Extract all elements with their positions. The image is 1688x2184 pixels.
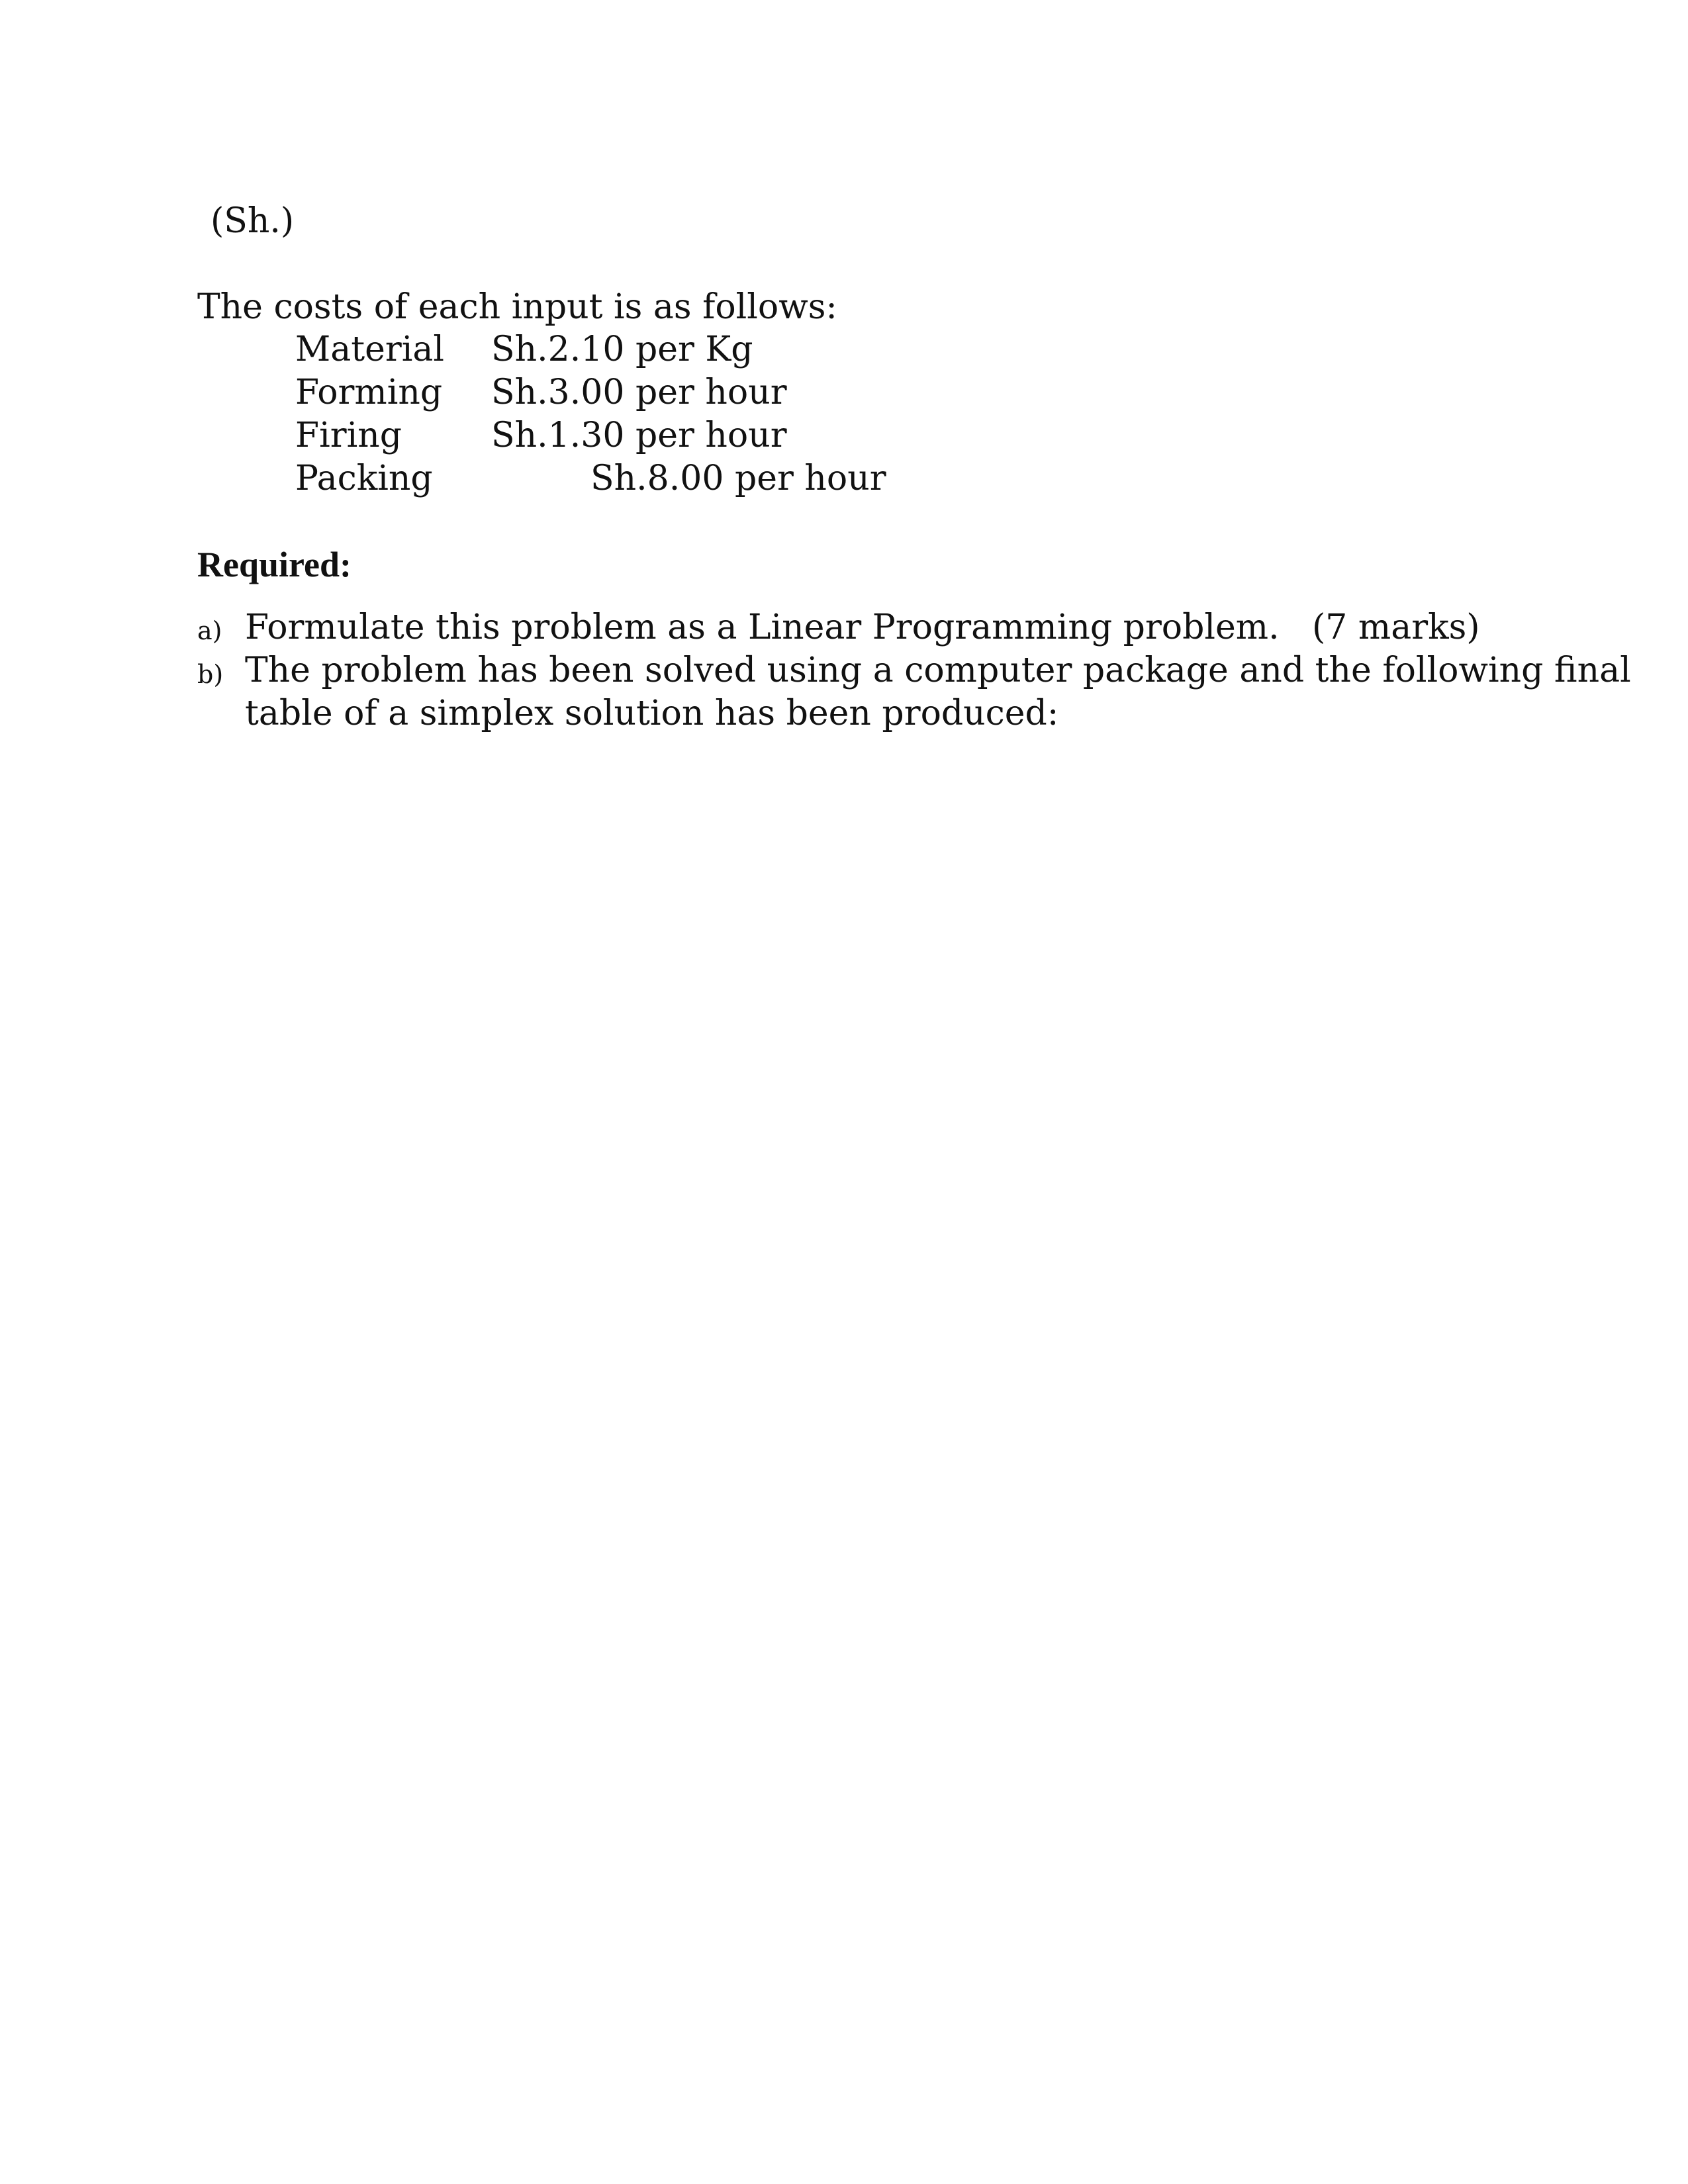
cost-item-material-label: Material xyxy=(295,330,445,369)
part-b-text-line1: The problem has been solved using a computer package and the following final xyxy=(245,651,1631,690)
cost-item-material-value: Sh.2.10 per Kg xyxy=(491,330,753,369)
part-a-marks: (7 marks) xyxy=(1312,608,1480,647)
part-a-text: Formulate this problem as a Linear Programming problem. xyxy=(245,608,1280,647)
part-b-text-line2: table of a simplex solution has been produced: xyxy=(245,694,1059,733)
cost-item-packing-value: Sh.8.00 per hour xyxy=(590,459,886,498)
part-b-marker: b) xyxy=(197,660,224,689)
cost-item-forming-label: Forming xyxy=(295,373,443,412)
cost-item-firing-value: Sh.1.30 per hour xyxy=(491,416,787,455)
required-heading: Required: xyxy=(197,545,352,584)
currency-unit-fragment: (Sh.) xyxy=(211,201,295,241)
part-a-marker: a) xyxy=(197,616,222,645)
cost-item-packing-label: Packing xyxy=(295,459,433,498)
costs-intro: The costs of each input is as follows: xyxy=(197,287,837,327)
cost-item-forming-value: Sh.3.00 per hour xyxy=(491,373,787,412)
cost-item-firing-label: Firing xyxy=(295,416,402,455)
